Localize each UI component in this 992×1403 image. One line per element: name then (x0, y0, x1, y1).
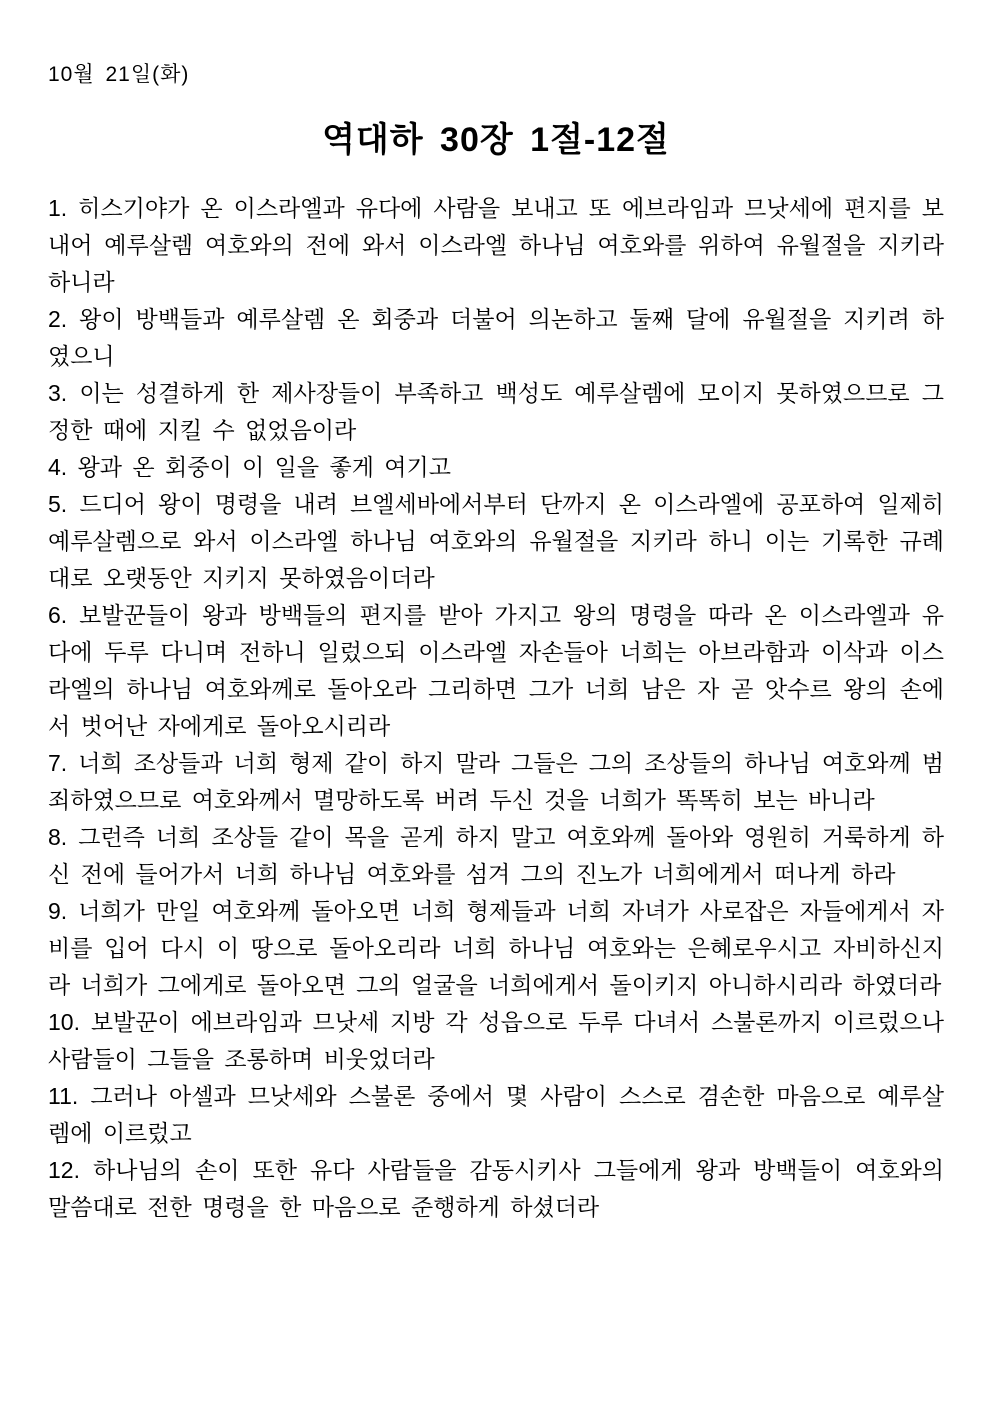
verse-paragraph: 8. 그런즉 너희 조상들 같이 목을 곧게 하지 말고 여호와께 돌아와 영원히 거룩하게 하신 전에 들어가서 너희 하나님 여호와를 섬겨 그의 진노가 너희에게서 떠나게 하라 (48, 824, 944, 887)
verse-paragraph: 2. 왕이 방백들과 예루살렘 온 회중과 더불어 의논하고 둘째 달에 유월절을 지키려 하였으니 (48, 306, 944, 369)
verse-paragraph: 9. 너희가 만일 여호와께 돌아오면 너희 형제들과 너희 자녀가 사로잡은 자들에게서 자비를 입어 다시 이 땅으로 돌아오리라 너희 하나님 여호와는 은혜로우시고 자비하신지라 너희가 그에게로 돌아오면 그의 얼굴을 너희에게서 돌이키지 아니하시리라 하였더라 (48, 898, 944, 998)
passage-body (48, 190, 944, 1226)
verse-paragraph: 3. 이는 성결하게 한 제사장들이 부족하고 백성도 예루살렘에 모이지 못하였으므로 그 정한 때에 지킬 수 없었음이라 (48, 380, 944, 443)
verse-paragraph: 7. 너희 조상들과 너희 형제 같이 하지 말라 그들은 그의 조상들의 하나님 여호와께 범죄하였으므로 여호와께서 멸망하도록 버려 두신 것을 너희가 똑똑히 보는 바니라 (48, 750, 944, 813)
verse-paragraph: 6. 보발꾼들이 왕과 방백들의 편지를 받아 가지고 왕의 명령을 따라 온 이스라엘과 유다에 두루 다니며 전하니 일렀으되 이스라엘 자손들아 너희는 아브라함과 이삭과 이스라엘의 하나님 여호와께로 돌아오라 그리하면 그가 너희 남은 자 곧 앗수르 왕의 손에서 벗어난 자에게로 돌아오시리라 (48, 602, 944, 739)
verse-paragraph: 5. 드디어 왕이 명령을 내려 브엘세바에서부터 단까지 온 이스라엘에 공포하여 일제히 예루살렘으로 와서 이스라엘 하나님 여호와의 유월절을 지키라 하니 이는 기록한 규례대로 오랫동안 지키지 못하였음이더라 (48, 491, 944, 591)
verse-paragraph: 11. 그러나 아셀과 므낫세와 스불론 중에서 몇 사람이 스스로 겸손한 마음으로 예루살렘에 이르렀고 (48, 1083, 944, 1146)
verse-paragraph: 4. 왕과 온 회중이 이 일을 좋게 여기고 (48, 454, 451, 480)
verse-paragraph: 10. 보발꾼이 에브라임과 므낫세 지방 각 성읍으로 두루 다녀서 스불론까지 이르렀으나 사람들이 그들을 조롱하며 비웃었더라 (48, 1009, 944, 1072)
passage-title: 역대하 30장 1절-12절 (322, 121, 670, 159)
date-heading: 10월 21일(화) (48, 63, 190, 86)
verse-paragraph: 1. 히스기야가 온 이스라엘과 유다에 사람을 보내고 또 에브라임과 므낫세에 편지를 보내어 예루살렘 여호와의 전에 와서 이스라엘 하나님 여호와를 위하여 유월절을 지키라 하니라 (48, 195, 944, 295)
verse-paragraph: 12. 하나님의 손이 또한 유다 사람들을 감동시키사 그들에게 왕과 방백들이 여호와의 말씀대로 전한 명령을 한 마음으로 준행하게 하셨더라 (48, 1157, 944, 1220)
